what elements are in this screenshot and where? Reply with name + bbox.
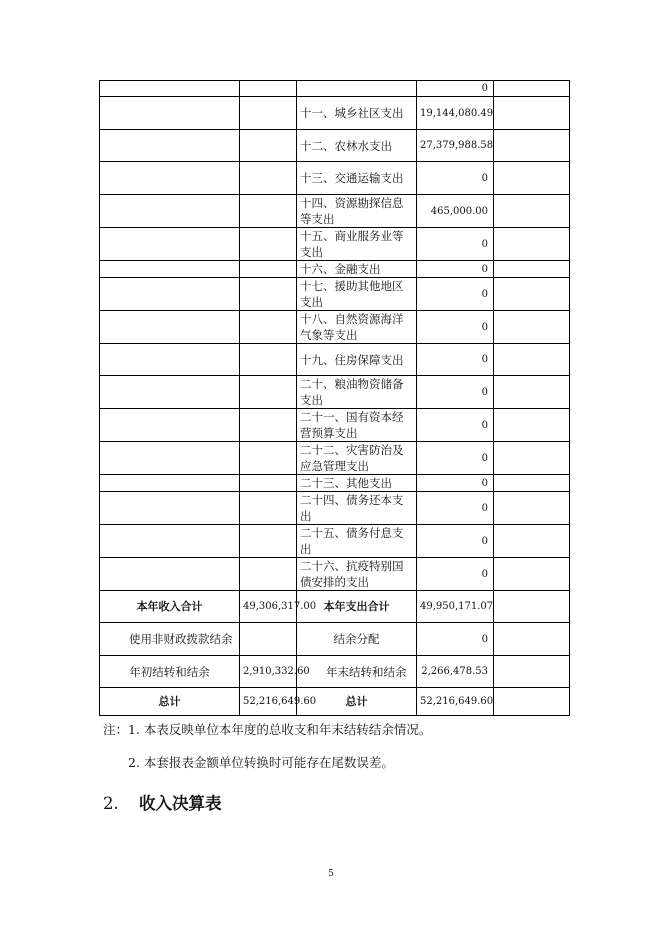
grand-total-expense-value: 52,216,649.60 [417, 688, 494, 716]
expense-item-label: 二十二、灾害防治及应急管理支出 [297, 442, 417, 475]
grand-total-income-label: 总计 [100, 688, 240, 716]
expense-item-value: 0 [417, 228, 494, 261]
expense-item-label: 十七、援助其他地区支出 [297, 278, 417, 311]
opening-balance-value: 2,910,332.60 [240, 656, 297, 688]
non-fiscal-balance-label: 使用非财政拨款结余 [100, 623, 240, 656]
expense-item-label: 十六、金融支出 [297, 261, 417, 278]
expense-item-label: 十四、资源勘探信息等支出 [297, 195, 417, 228]
expense-item-value: 0 [417, 409, 494, 442]
expense-item-value: 0 [417, 492, 494, 525]
expense-item-label: 十八、自然资源海洋气象等支出 [297, 311, 417, 344]
expense-item-label: 十五、商业服务业等支出 [297, 228, 417, 261]
expense-item-value: 0 [417, 261, 494, 278]
balance-distribution-value: 0 [417, 623, 494, 656]
section-number: 2. [103, 794, 119, 813]
table-cell-value: 0 [417, 81, 494, 97]
expense-item-label: 十三、交通运输支出 [297, 162, 417, 195]
expense-item-label: 二十三、其他支出 [297, 475, 417, 492]
budget-table [99, 80, 570, 716]
page-number: 5 [328, 869, 334, 879]
expense-item-value: 0 [417, 376, 494, 409]
expense-item-label: 十九、住房保障支出 [297, 344, 417, 376]
expense-item-value: 0 [417, 162, 494, 195]
grand-total-income-value: 52,216,649.60 [240, 688, 297, 716]
expense-item-value: 0 [417, 344, 494, 376]
income-total-label: 本年收入合计 [100, 591, 240, 623]
note-1: 注：1. 本表反映单位本年度的总收支和年末结转结余情况。 [103, 722, 432, 737]
expense-item-value: 0 [417, 525, 494, 558]
expense-total-value: 49,950,171.07 [417, 591, 494, 623]
income-total-value: 49,306,317.00 [240, 591, 297, 623]
closing-balance-label: 年末结转和结余 [297, 656, 417, 688]
expense-item-label: 二十四、债务还本支出 [297, 492, 417, 525]
grand-total-expense-label: 总计 [297, 688, 417, 716]
expense-item-value: 465,000.00 [417, 195, 494, 228]
expense-item-value: 0 [417, 311, 494, 344]
expense-item-label: 二十六、抗疫特别国债安排的支出 [297, 558, 417, 591]
non-fiscal-balance-value [240, 623, 297, 656]
expense-total-label: 本年支出合计 [297, 591, 417, 623]
balance-distribution-label: 结余分配 [297, 623, 417, 656]
closing-balance-value: 2,266,478.53 [417, 656, 494, 688]
expense-item-label: 十二、农林水支出 [297, 130, 417, 162]
expense-item-value: 0 [417, 475, 494, 492]
expense-item-value: 0 [417, 278, 494, 311]
section-heading [103, 794, 222, 814]
expense-item-label: 二十五、债务付息支出 [297, 525, 417, 558]
expense-item-value: 19,144,080.49 [417, 97, 494, 130]
opening-balance-label: 年初结转和结余 [100, 656, 240, 688]
expense-item-value: 0 [417, 442, 494, 475]
expense-item-value: 27,379,988.58 [417, 130, 494, 162]
expense-item-label: 二十一、国有资本经营预算支出 [297, 409, 417, 442]
expense-item-value: 0 [417, 558, 494, 591]
section-title: 收入决算表 [139, 794, 222, 813]
expense-item-label: 十一、城乡社区支出 [297, 97, 417, 130]
expense-item-label: 二十、粮油物资储备支出 [297, 376, 417, 409]
note-2: 2. 本套报表金额单位转换时可能存在尾数误差。 [128, 755, 394, 770]
